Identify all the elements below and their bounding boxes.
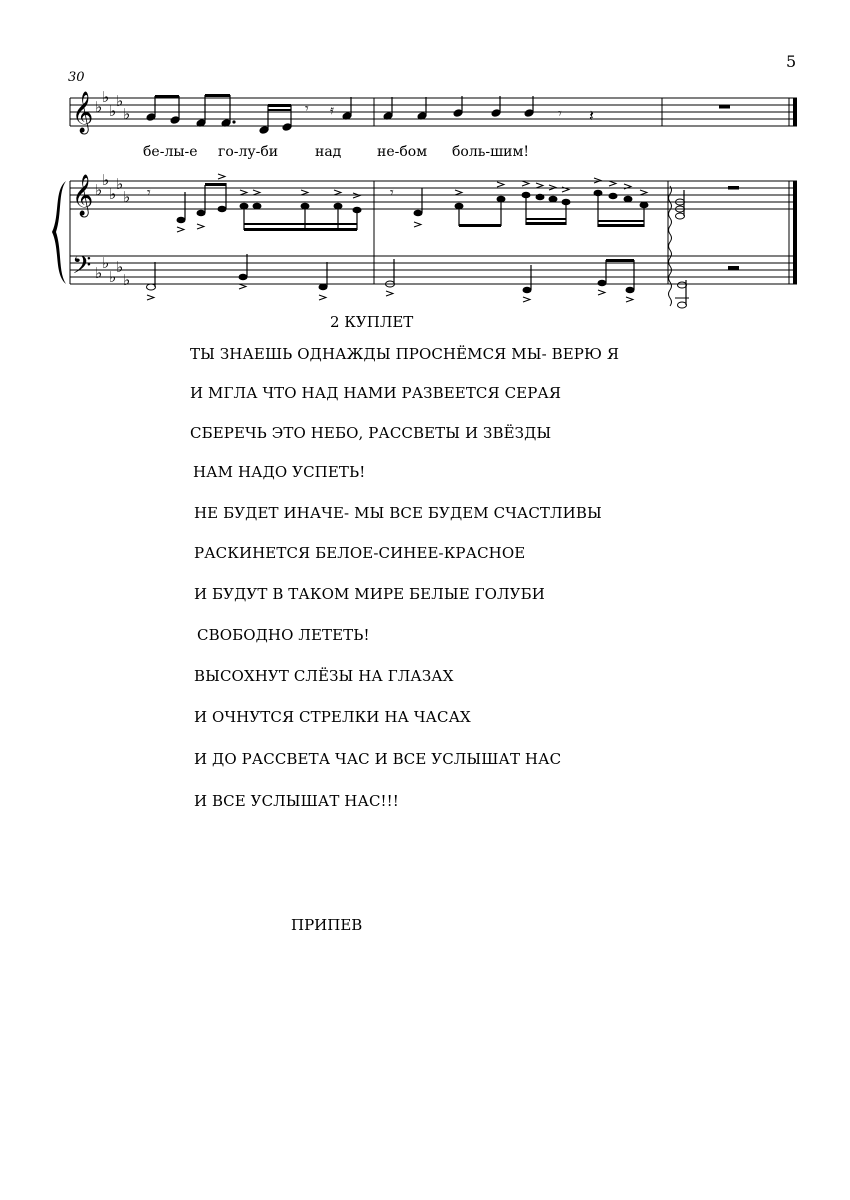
verse-line: ВЫСОХНУТ СЛЁЗЫ НА ГЛАЗАХ xyxy=(194,667,454,685)
lyric-syllables: над xyxy=(315,144,342,160)
sheet-music-score xyxy=(0,0,850,330)
vocal-beams xyxy=(155,94,291,111)
svg-text:♭: ♭ xyxy=(109,185,117,203)
verse-line: И МГЛА ЧТО НАД НАМИ РАЗВЕЕТСЯ СЕРАЯ xyxy=(190,384,562,402)
verse-line: ТЫ ЗНАЕШЬ ОДНАЖДЫ ПРОСНЁМСЯ МЫ- ВЕРЮ Я xyxy=(190,345,620,363)
chorus-label: ПРИПЕВ xyxy=(291,916,363,934)
whole-rest-icon xyxy=(719,105,730,109)
verse-heading: 2 КУПЛЕТ xyxy=(330,313,414,331)
eighth-rest-icon: 𝄾 xyxy=(147,185,151,201)
piano-bass-staff xyxy=(70,256,797,284)
eighth-rest-icon: 𝄾 xyxy=(390,185,394,201)
svg-text:♭: ♭ xyxy=(102,171,110,189)
verse-line: СБЕРЕЧЬ ЭТО НЕБО, РАССВЕТЫ И ЗВЁЗДЫ xyxy=(190,424,552,442)
piano-bass-notes xyxy=(147,254,690,308)
accent-marks xyxy=(147,174,647,302)
lyric-syllables: бе-лы-е xyxy=(143,144,198,160)
svg-text:♭: ♭ xyxy=(123,105,131,123)
svg-text:♭: ♭ xyxy=(102,88,110,106)
svg-text:♭: ♭ xyxy=(116,258,124,276)
verse-line: НАМ НАДО УСПЕТЬ! xyxy=(193,463,366,481)
svg-text:♭: ♭ xyxy=(116,175,124,193)
vocal-notes xyxy=(146,95,534,134)
whole-rest-icon xyxy=(728,266,739,270)
key-signature-flats xyxy=(95,88,130,289)
measure-number: 30 xyxy=(68,70,85,85)
sixteenth-rest-icon: 𝄿 xyxy=(330,103,334,118)
verse-line: И ДО РАССВЕТА ЧАС И ВСЕ УСЛЫШАТ НАС xyxy=(194,750,562,768)
svg-text:♭: ♭ xyxy=(116,92,124,110)
svg-text:♭: ♭ xyxy=(123,271,131,289)
svg-text:♭: ♭ xyxy=(95,181,103,199)
bass-clef-icon: 𝄢 xyxy=(72,251,92,286)
verse-line: И ОЧНУТСЯ СТРЕЛКИ НА ЧАСАХ xyxy=(194,708,471,726)
page-number: 5 xyxy=(786,52,797,71)
piano-brace xyxy=(52,181,66,284)
svg-text:♭: ♭ xyxy=(109,268,117,286)
lyric-syllables: боль-шим! xyxy=(452,144,529,160)
verse-line: И БУДУТ В ТАКОМ МИРЕ БЕЛЫЕ ГОЛУБИ xyxy=(194,585,545,603)
treble-clef-icon: 𝄞 xyxy=(72,92,94,133)
lyric-syllables: не-бом xyxy=(377,144,428,160)
piano-treble-beams xyxy=(205,183,644,231)
svg-text:♭: ♭ xyxy=(95,98,103,116)
treble-clef-icon: 𝄞 xyxy=(72,175,94,216)
arpeggio-icon xyxy=(669,186,672,306)
verse-line: СВОБОДНО ЛЕТЕТЬ! xyxy=(197,626,370,644)
svg-text:♭: ♭ xyxy=(109,102,117,120)
svg-text:♭: ♭ xyxy=(102,254,110,272)
whole-rest-icon xyxy=(728,186,739,190)
verse-line: И ВСЕ УСЛЫШАТ НАС!!! xyxy=(194,792,399,810)
quarter-rest-icon: 𝄽 xyxy=(589,106,594,125)
lyric-syllables: го-лу-би xyxy=(218,144,279,160)
svg-text:♭: ♭ xyxy=(95,264,103,282)
eighth-rest-icon: 𝄾 xyxy=(558,106,562,122)
verse-line: РАСКИНЕТСЯ БЕЛОЕ-СИНЕЕ-КРАСНОЕ xyxy=(194,544,526,562)
eighth-rest-icon: 𝄾 xyxy=(305,101,309,117)
svg-text:♭: ♭ xyxy=(123,188,131,206)
piano-treble-staff xyxy=(70,181,797,209)
verse-line: НЕ БУДЕТ ИНАЧЕ- МЫ ВСЕ БУДЕМ СЧАСТЛИВЫ xyxy=(194,504,602,522)
